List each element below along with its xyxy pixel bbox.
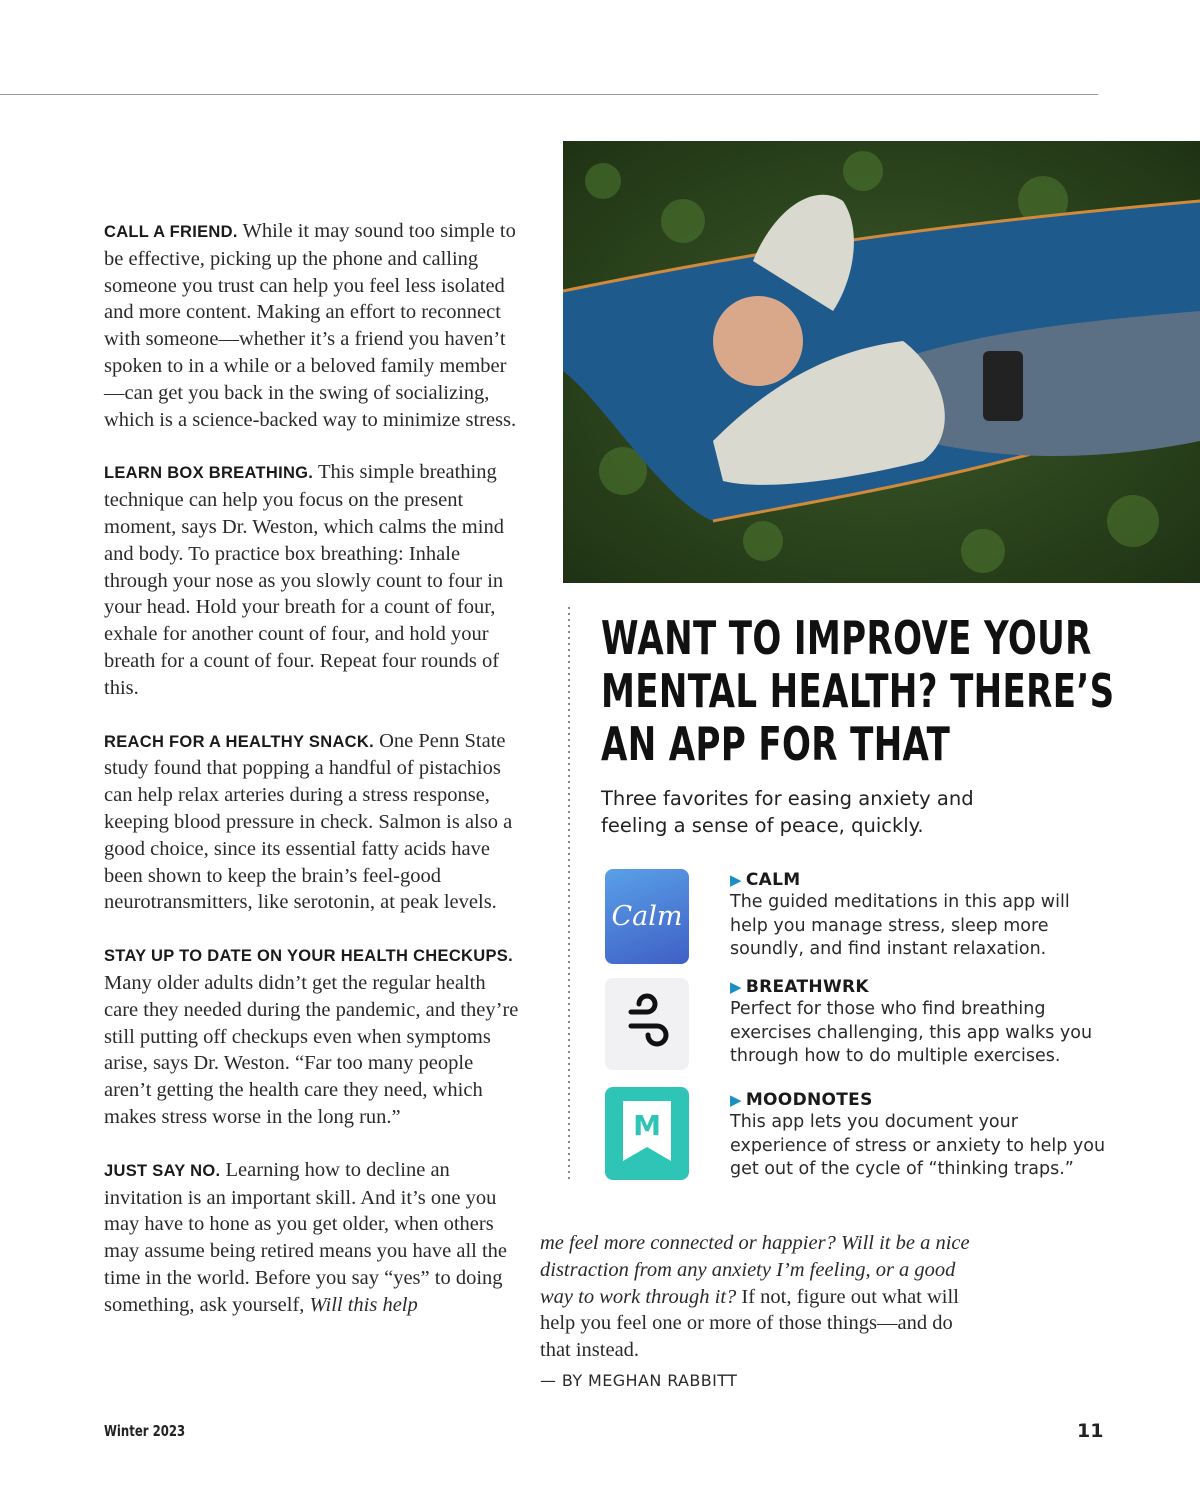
triangle-bullet-icon: ▶ [730,978,742,996]
man-in-hammock-image [563,141,1200,583]
section-lead: STAY UP TO DATE ON YOUR HEALTH CHECKUPS. [104,947,513,966]
headline-line: MENTAL HEALTH? THERE’S [601,664,1115,718]
section-body: Many older adults didn’t get the regular health care they needed during the pandemic, and they’re still putting off checkups even when symptoms arise, says Dr. Weston. “Far too many people aren’t getting the health care they need, which makes stress worse in the long run.” [104,971,519,1128]
triangle-bullet-icon: ▶ [730,1091,742,1109]
headline-line: AN APP FOR THAT [601,717,951,771]
byline: — BY MEGHAN RABBITT [540,1370,738,1390]
section-body-italic: Will this help [309,1293,418,1316]
calm-logo-icon [605,869,689,964]
app-description: This app lets you document your experience of stress or anxiety to help you get out of the cycle of “thinking traps.” [730,1112,1106,1179]
app-description: Perfect for those who find breathing exercises challenging, this app walks you through how to do multiple exercises. [730,999,1093,1066]
issue-label: Winter 2023 [104,1422,186,1440]
app-name: CALM [745,870,801,890]
section-health-checkups [104,942,524,1131]
section-just-say-no [104,1157,524,1319]
app-description: The guided meditations in this app will help you manage stress, sleep more soundly, and find instant relaxation. [730,892,1070,959]
headline-line: WANT TO IMPROVE YOUR [601,611,1092,665]
section-healthy-snack [104,728,524,917]
breathwrk-logo-icon [605,978,689,1070]
section-lead: REACH FOR A HEALTHY SNACK. [104,732,374,751]
continuation-body: If not, figure out what will help you feel one or more of those things—and do that instead. [540,1285,959,1362]
calm-logo-text: Calm [611,901,683,932]
section-lead: LEARN BOX BREATHING. [104,464,314,483]
page-number: 11 [1077,1420,1104,1442]
top-rule [0,94,1098,95]
section-lead: CALL A FRIEND. [104,223,238,241]
triangle-bullet-icon: ▶ [730,871,742,889]
moodnotes-logo-text: M [633,1108,661,1142]
section-lead: JUST SAY NO. [104,1161,221,1180]
sidebar-headline [601,611,1115,771]
app-entry-moodnotes [730,1089,1110,1182]
sidebar-dek: Three favorites for easing anxiety and feeling a sense of peace, quickly. [601,787,974,837]
app-entry-breathwrk [730,976,1110,1069]
section-body: One Penn State study found that popping a handful of pistachios can help relax arteries during a stress response, keeping blood pressure in check. Salmon is also a good choice, since its essential fatty acids have been shown to keep the brain’s feel-good neurotransmitters, like serotonin, at peak levels. [104,729,513,914]
wind-icon [605,978,689,1070]
section-body: Learning how to decline an invitation is an important skill. And it’s one you may have to hone as you get older, when others may assume being retired means you have all the time in the world. Before you say “yes” to doing something, ask yourself, [104,1158,508,1316]
app-name: MOODNOTES [745,1090,873,1110]
section-body: This simple breathing technique can help you focus on the present moment, says Dr. Weston, which calms the mind and body. To practice box breathing: Inhale through your nose as you slowly count to four in your head. Hold your breath for a count of four, exhale for another count of four, and hold your breath for a count of four. Repeat four rounds of this. [104,461,504,699]
app-entry-calm [730,869,1110,962]
section-body: While it may sound too simple to be effective, picking up the phone and calling someone you trust can help you feel less isolated and more content. Making an effort to reconnect with someone—whether it’s a friend you haven’t spoken to in a while or a beloved family member—can get you back in the swing of socializing, which is a science-backed way to minimize stress. [104,220,517,431]
section-box-breathing [104,459,524,701]
moodnotes-logo-icon [605,1087,689,1180]
app-name: BREATHWRK [745,977,869,997]
decorative-dotted-divider [565,607,573,1183]
continuation-italic: me feel more connected or happier? Will it be a nice distraction from any anxiety I’m feeling, or a good way to work through it? [540,1232,970,1308]
article-left-column [104,218,524,1344]
section-call-a-friend [104,218,524,433]
hammock-photo [563,141,1200,583]
article-continuation [540,1230,980,1395]
